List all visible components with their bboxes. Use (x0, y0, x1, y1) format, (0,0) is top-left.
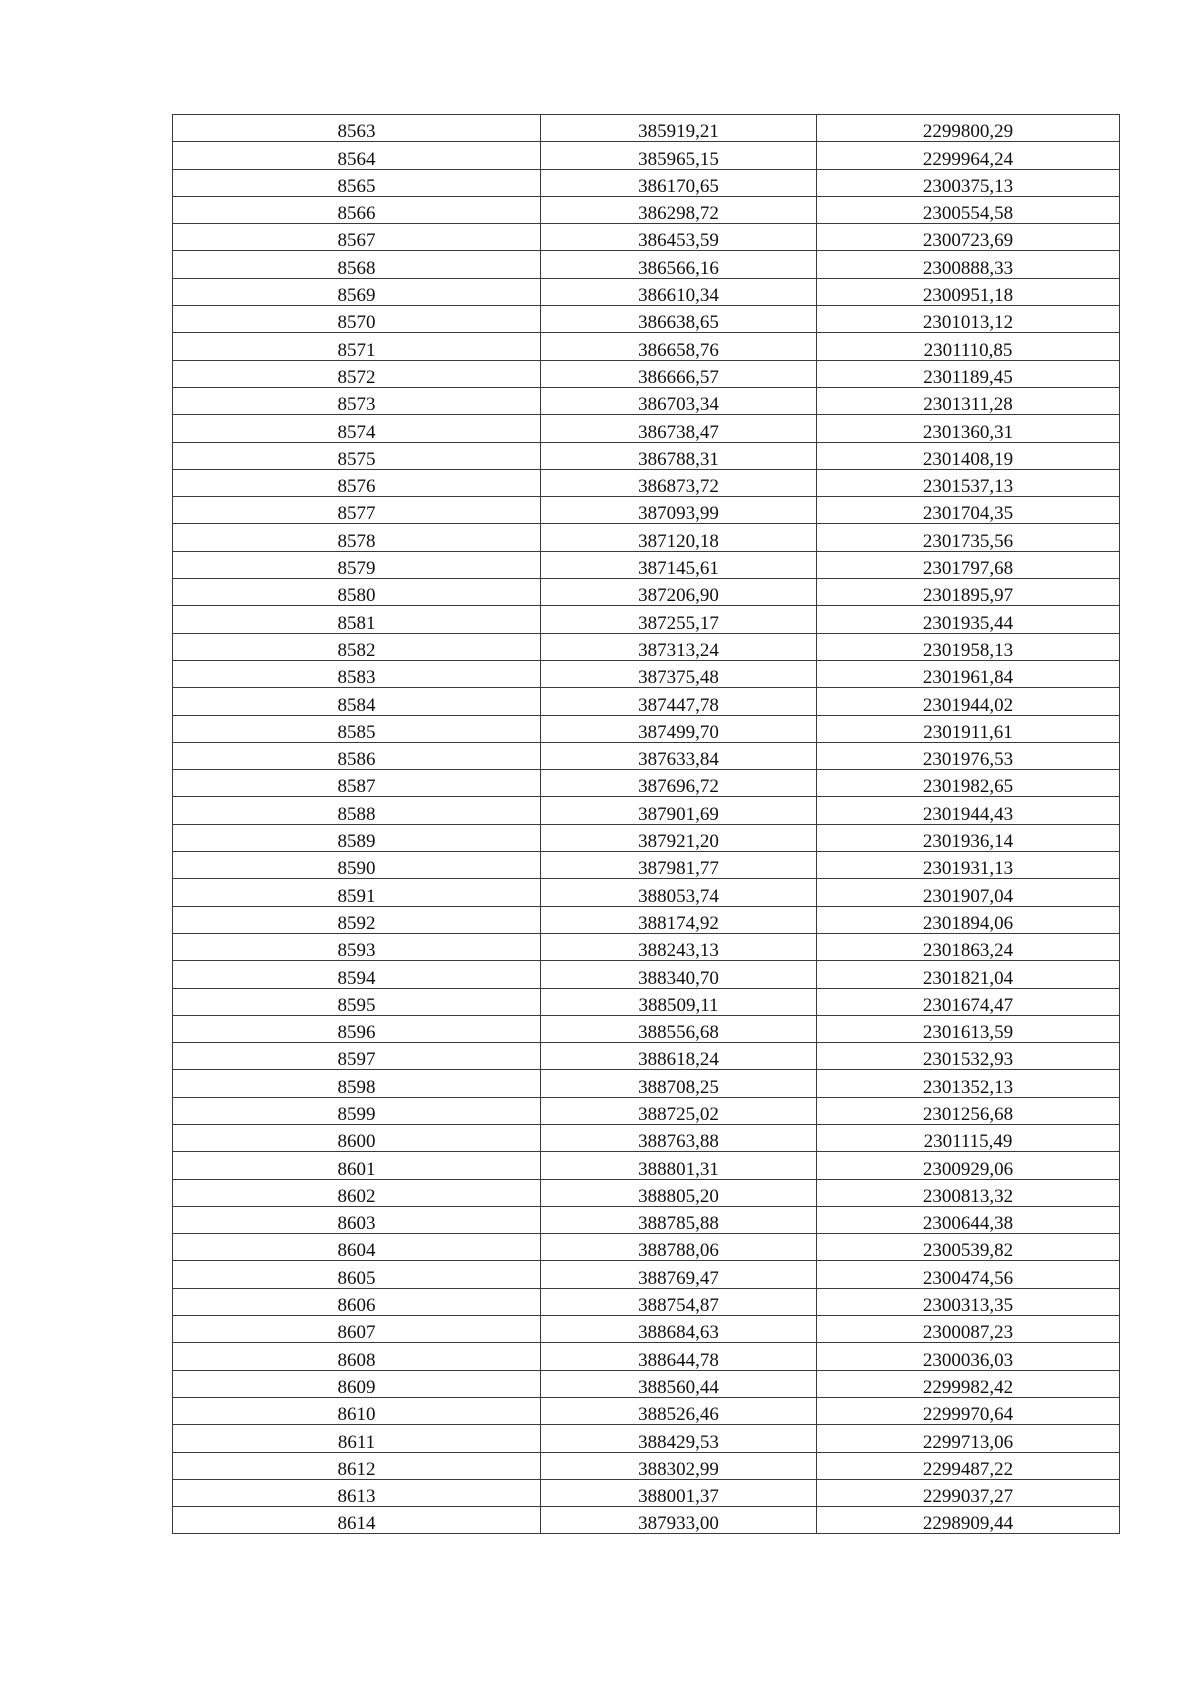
x-coordinate-cell: 388302,99 (541, 1452, 817, 1479)
point-number-cell: 8591 (173, 879, 541, 906)
y-coordinate-cell: 2301110,85 (817, 333, 1120, 360)
x-coordinate-cell: 387093,99 (541, 497, 817, 524)
y-coordinate-cell: 2299037,27 (817, 1479, 1120, 1506)
table-row (173, 824, 1120, 851)
point-number-cell: 8584 (173, 688, 541, 715)
point-number-cell: 8613 (173, 1479, 541, 1506)
x-coordinate-cell: 387696,72 (541, 770, 817, 797)
x-coordinate-cell: 387313,24 (541, 633, 817, 660)
x-coordinate-cell: 387499,70 (541, 715, 817, 742)
x-coordinate-cell: 387921,20 (541, 824, 817, 851)
x-coordinate-cell: 387145,61 (541, 551, 817, 578)
y-coordinate-cell: 2301935,44 (817, 606, 1120, 633)
table-row (173, 1370, 1120, 1397)
y-coordinate-cell: 2299800,29 (817, 115, 1120, 142)
table-row (173, 1452, 1120, 1479)
x-coordinate-cell: 387933,00 (541, 1507, 817, 1534)
y-coordinate-cell: 2300554,58 (817, 196, 1120, 223)
table-row (173, 1179, 1120, 1206)
y-coordinate-cell: 2301311,28 (817, 387, 1120, 414)
coordinates-table-body (173, 115, 1120, 1534)
point-number-cell: 8612 (173, 1452, 541, 1479)
point-number-cell: 8571 (173, 333, 541, 360)
x-coordinate-cell: 388618,24 (541, 1043, 817, 1070)
table-row (173, 1124, 1120, 1151)
y-coordinate-cell: 2300375,13 (817, 169, 1120, 196)
table-row (173, 333, 1120, 360)
x-coordinate-cell: 386610,34 (541, 278, 817, 305)
table-row (173, 442, 1120, 469)
x-coordinate-cell: 386638,65 (541, 306, 817, 333)
x-coordinate-cell: 388763,88 (541, 1124, 817, 1151)
x-coordinate-cell: 388725,02 (541, 1097, 817, 1124)
table-row (173, 1015, 1120, 1042)
y-coordinate-cell: 2301735,56 (817, 524, 1120, 551)
y-coordinate-cell: 2301360,31 (817, 415, 1120, 442)
x-coordinate-cell: 388053,74 (541, 879, 817, 906)
x-coordinate-cell: 388769,47 (541, 1261, 817, 1288)
point-number-cell: 8582 (173, 633, 541, 660)
table-row (173, 142, 1120, 169)
table-row (173, 1152, 1120, 1179)
y-coordinate-cell: 2301958,13 (817, 633, 1120, 660)
table-row (173, 961, 1120, 988)
x-coordinate-cell: 388243,13 (541, 933, 817, 960)
x-coordinate-cell: 386738,47 (541, 415, 817, 442)
x-coordinate-cell: 387633,84 (541, 742, 817, 769)
table-row (173, 715, 1120, 742)
x-coordinate-cell: 386170,65 (541, 169, 817, 196)
point-number-cell: 8572 (173, 360, 541, 387)
x-coordinate-cell: 388340,70 (541, 961, 817, 988)
point-number-cell: 8564 (173, 142, 541, 169)
y-coordinate-cell: 2301936,14 (817, 824, 1120, 851)
table-row (173, 196, 1120, 223)
table-row (173, 879, 1120, 906)
y-coordinate-cell: 2301613,59 (817, 1015, 1120, 1042)
y-coordinate-cell: 2300313,35 (817, 1288, 1120, 1315)
table-row (173, 1043, 1120, 1070)
table-row (173, 1261, 1120, 1288)
y-coordinate-cell: 2299713,06 (817, 1425, 1120, 1452)
x-coordinate-cell: 387447,78 (541, 688, 817, 715)
y-coordinate-cell: 2300087,23 (817, 1316, 1120, 1343)
y-coordinate-cell: 2299487,22 (817, 1452, 1120, 1479)
x-coordinate-cell: 388754,87 (541, 1288, 817, 1315)
table-row (173, 169, 1120, 196)
y-coordinate-cell: 2301256,68 (817, 1097, 1120, 1124)
x-coordinate-cell: 387255,17 (541, 606, 817, 633)
table-row (173, 852, 1120, 879)
point-number-cell: 8568 (173, 251, 541, 278)
y-coordinate-cell: 2300951,18 (817, 278, 1120, 305)
point-number-cell: 8608 (173, 1343, 541, 1370)
y-coordinate-cell: 2301408,19 (817, 442, 1120, 469)
point-number-cell: 8569 (173, 278, 541, 305)
point-number-cell: 8596 (173, 1015, 541, 1042)
y-coordinate-cell: 2301797,68 (817, 551, 1120, 578)
x-coordinate-cell: 386453,59 (541, 224, 817, 251)
y-coordinate-cell: 2301907,04 (817, 879, 1120, 906)
x-coordinate-cell: 388560,44 (541, 1370, 817, 1397)
point-number-cell: 8606 (173, 1288, 541, 1315)
table-row (173, 1097, 1120, 1124)
x-coordinate-cell: 386298,72 (541, 196, 817, 223)
table-row (173, 115, 1120, 142)
point-number-cell: 8609 (173, 1370, 541, 1397)
y-coordinate-cell: 2301352,13 (817, 1070, 1120, 1097)
y-coordinate-cell: 2298909,44 (817, 1507, 1120, 1534)
table-row (173, 606, 1120, 633)
x-coordinate-cell: 388708,25 (541, 1070, 817, 1097)
point-number-cell: 8595 (173, 988, 541, 1015)
point-number-cell: 8593 (173, 933, 541, 960)
y-coordinate-cell: 2301976,53 (817, 742, 1120, 769)
table-row (173, 360, 1120, 387)
y-coordinate-cell: 2300036,03 (817, 1343, 1120, 1370)
point-number-cell: 8601 (173, 1152, 541, 1179)
table-row (173, 797, 1120, 824)
point-number-cell: 8577 (173, 497, 541, 524)
table-row (173, 1316, 1120, 1343)
x-coordinate-cell: 387901,69 (541, 797, 817, 824)
x-coordinate-cell: 388805,20 (541, 1179, 817, 1206)
point-number-cell: 8573 (173, 387, 541, 414)
y-coordinate-cell: 2301944,43 (817, 797, 1120, 824)
point-number-cell: 8566 (173, 196, 541, 223)
table-row (173, 278, 1120, 305)
y-coordinate-cell: 2301931,13 (817, 852, 1120, 879)
point-number-cell: 8581 (173, 606, 541, 633)
point-number-cell: 8574 (173, 415, 541, 442)
table-row (173, 224, 1120, 251)
y-coordinate-cell: 2300888,33 (817, 251, 1120, 278)
table-row (173, 579, 1120, 606)
x-coordinate-cell: 388801,31 (541, 1152, 817, 1179)
x-coordinate-cell: 387206,90 (541, 579, 817, 606)
x-coordinate-cell: 387375,48 (541, 660, 817, 687)
point-number-cell: 8611 (173, 1425, 541, 1452)
table-row (173, 1343, 1120, 1370)
table-row (173, 306, 1120, 333)
x-coordinate-cell: 386873,72 (541, 469, 817, 496)
x-coordinate-cell: 386788,31 (541, 442, 817, 469)
y-coordinate-cell: 2301189,45 (817, 360, 1120, 387)
table-row (173, 497, 1120, 524)
table-row (173, 906, 1120, 933)
coordinates-table (172, 114, 1120, 1534)
y-coordinate-cell: 2299964,24 (817, 142, 1120, 169)
table-row (173, 1425, 1120, 1452)
y-coordinate-cell: 2301532,93 (817, 1043, 1120, 1070)
x-coordinate-cell: 386658,76 (541, 333, 817, 360)
point-number-cell: 8605 (173, 1261, 541, 1288)
y-coordinate-cell: 2301982,65 (817, 770, 1120, 797)
point-number-cell: 8590 (173, 852, 541, 879)
y-coordinate-cell: 2301674,47 (817, 988, 1120, 1015)
x-coordinate-cell: 388001,37 (541, 1479, 817, 1506)
point-number-cell: 8587 (173, 770, 541, 797)
x-coordinate-cell: 386703,34 (541, 387, 817, 414)
x-coordinate-cell: 385919,21 (541, 115, 817, 142)
y-coordinate-cell: 2301894,06 (817, 906, 1120, 933)
point-number-cell: 8594 (173, 961, 541, 988)
y-coordinate-cell: 2301821,04 (817, 961, 1120, 988)
point-number-cell: 8565 (173, 169, 541, 196)
x-coordinate-cell: 388509,11 (541, 988, 817, 1015)
y-coordinate-cell: 2300723,69 (817, 224, 1120, 251)
y-coordinate-cell: 2301115,49 (817, 1124, 1120, 1151)
y-coordinate-cell: 2301863,24 (817, 933, 1120, 960)
y-coordinate-cell: 2301961,84 (817, 660, 1120, 687)
point-number-cell: 8604 (173, 1234, 541, 1261)
table-row (173, 551, 1120, 578)
y-coordinate-cell: 2300474,56 (817, 1261, 1120, 1288)
point-number-cell: 8610 (173, 1397, 541, 1424)
point-number-cell: 8597 (173, 1043, 541, 1070)
x-coordinate-cell: 388684,63 (541, 1316, 817, 1343)
point-number-cell: 8588 (173, 797, 541, 824)
point-number-cell: 8599 (173, 1097, 541, 1124)
x-coordinate-cell: 387120,18 (541, 524, 817, 551)
point-number-cell: 8592 (173, 906, 541, 933)
x-coordinate-cell: 388556,68 (541, 1015, 817, 1042)
point-number-cell: 8598 (173, 1070, 541, 1097)
table-row (173, 1507, 1120, 1534)
point-number-cell: 8575 (173, 442, 541, 469)
y-coordinate-cell: 2300813,32 (817, 1179, 1120, 1206)
x-coordinate-cell: 386666,57 (541, 360, 817, 387)
table-row (173, 1479, 1120, 1506)
point-number-cell: 8567 (173, 224, 541, 251)
point-number-cell: 8585 (173, 715, 541, 742)
table-row (173, 251, 1120, 278)
point-number-cell: 8579 (173, 551, 541, 578)
table-row (173, 933, 1120, 960)
y-coordinate-cell: 2301911,61 (817, 715, 1120, 742)
y-coordinate-cell: 2301537,13 (817, 469, 1120, 496)
table-row (173, 387, 1120, 414)
point-number-cell: 8602 (173, 1179, 541, 1206)
table-row (173, 1070, 1120, 1097)
table-row (173, 688, 1120, 715)
table-row (173, 1206, 1120, 1233)
y-coordinate-cell: 2301895,97 (817, 579, 1120, 606)
y-coordinate-cell: 2300929,06 (817, 1152, 1120, 1179)
point-number-cell: 8576 (173, 469, 541, 496)
point-number-cell: 8614 (173, 1507, 541, 1534)
point-number-cell: 8563 (173, 115, 541, 142)
table-row (173, 469, 1120, 496)
point-number-cell: 8578 (173, 524, 541, 551)
x-coordinate-cell: 388644,78 (541, 1343, 817, 1370)
y-coordinate-cell: 2301944,02 (817, 688, 1120, 715)
y-coordinate-cell: 2300539,82 (817, 1234, 1120, 1261)
x-coordinate-cell: 388526,46 (541, 1397, 817, 1424)
point-number-cell: 8580 (173, 579, 541, 606)
table-row (173, 988, 1120, 1015)
y-coordinate-cell: 2299982,42 (817, 1370, 1120, 1397)
point-number-cell: 8583 (173, 660, 541, 687)
x-coordinate-cell: 388788,06 (541, 1234, 817, 1261)
x-coordinate-cell: 385965,15 (541, 142, 817, 169)
table-row (173, 1288, 1120, 1315)
y-coordinate-cell: 2301704,35 (817, 497, 1120, 524)
table-row (173, 770, 1120, 797)
point-number-cell: 8600 (173, 1124, 541, 1151)
point-number-cell: 8570 (173, 306, 541, 333)
table-row (173, 633, 1120, 660)
y-coordinate-cell: 2301013,12 (817, 306, 1120, 333)
point-number-cell: 8586 (173, 742, 541, 769)
x-coordinate-cell: 388174,92 (541, 906, 817, 933)
table-row (173, 742, 1120, 769)
point-number-cell: 8607 (173, 1316, 541, 1343)
x-coordinate-cell: 388429,53 (541, 1425, 817, 1452)
table-row (173, 524, 1120, 551)
x-coordinate-cell: 388785,88 (541, 1206, 817, 1233)
point-number-cell: 8603 (173, 1206, 541, 1233)
point-number-cell: 8589 (173, 824, 541, 851)
table-row (173, 1397, 1120, 1424)
table-row (173, 1234, 1120, 1261)
table-row (173, 415, 1120, 442)
x-coordinate-cell: 386566,16 (541, 251, 817, 278)
table-row (173, 660, 1120, 687)
y-coordinate-cell: 2299970,64 (817, 1397, 1120, 1424)
x-coordinate-cell: 387981,77 (541, 852, 817, 879)
y-coordinate-cell: 2300644,38 (817, 1206, 1120, 1233)
